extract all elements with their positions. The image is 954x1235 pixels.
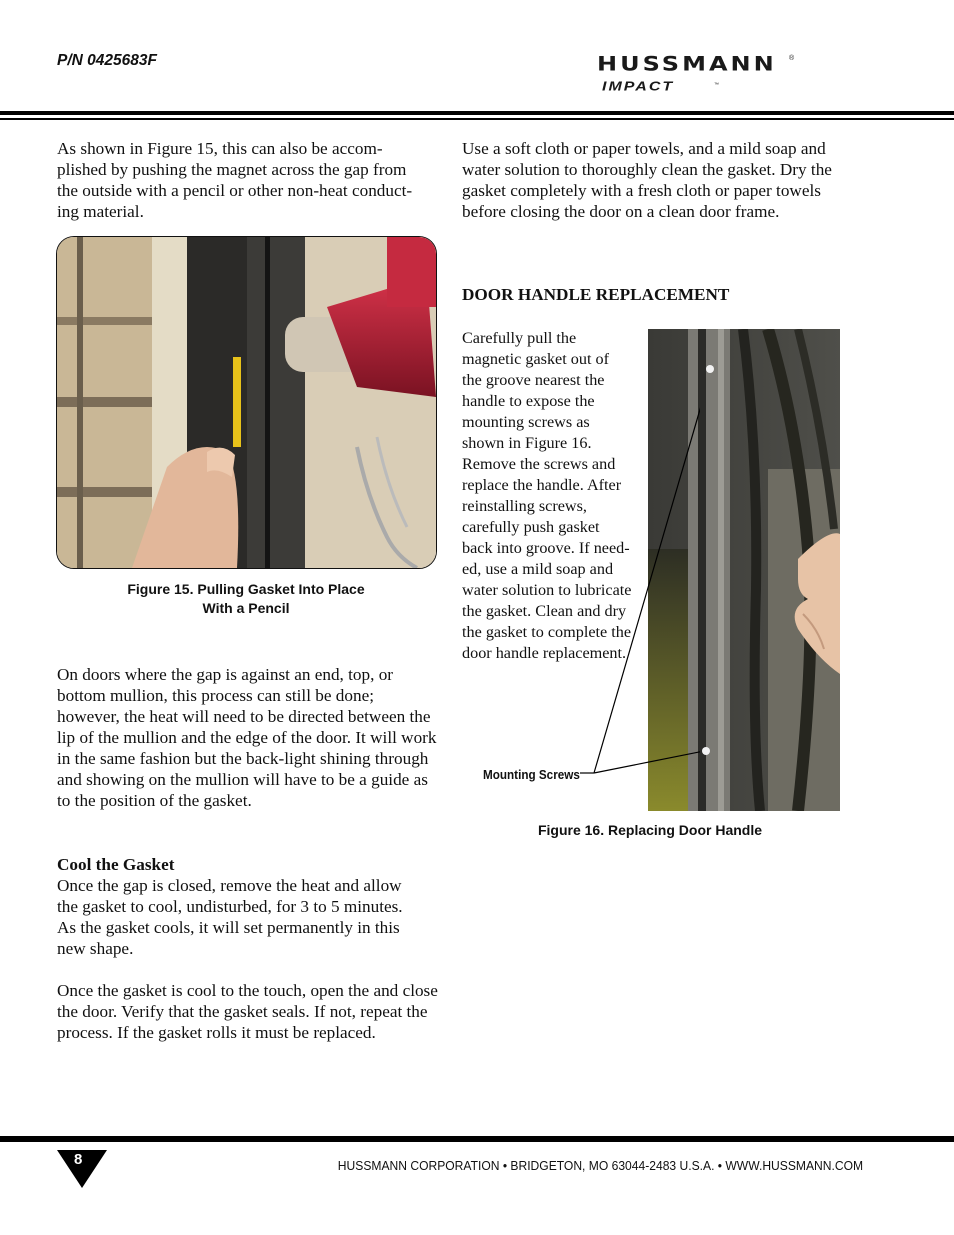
cool-paragraph: Once the gap is closed, remove the heat and allow the gasket to cool, undisturbed, for 3 to 5 minutes. As the gasket cools, it will set permanently in this new shape. xyxy=(57,876,403,958)
figure-16-caption: Figure 16. Replacing Door Handle xyxy=(537,822,763,838)
trademark-mark: ™ xyxy=(714,82,719,88)
clean-paragraph: Use a soft cloth or paper towels, and a mild soap and water solution to thoroughly clean the gasket. Dry the gasket completely with a fresh cloth or paper towels before closing the door on a clean door frame. xyxy=(462,139,832,221)
page-number: 8 xyxy=(74,1151,83,1168)
door-handle-heading: DOOR HANDLE REPLACEMENT xyxy=(462,285,730,304)
verify-paragraph: Once the gasket is cool to the touch, open the and close the door. Verify that the gasket seals. If not, repeat the process. If the gasket rolls it must be replaced. xyxy=(57,981,438,1042)
impact-logo: IMPACT xyxy=(602,80,675,94)
footer-rule xyxy=(0,1136,954,1142)
hussmann-logo: HUSSMANN xyxy=(597,53,777,76)
leader-line-lower xyxy=(594,751,700,773)
intro-paragraph: As shown in Figure 15, this can also be accom-plished by pushing the magnet across the gap from the outside with a pencil or other non-heat conduct-ing material. xyxy=(57,139,413,221)
figure-15-caption xyxy=(96,580,396,618)
figure-15-caption-line1: Figure 15. Pulling Gasket Into Place xyxy=(127,581,365,597)
registered-mark: ® xyxy=(789,55,795,62)
leader-line-upper xyxy=(594,382,700,773)
cool-heading: Cool the Gasket xyxy=(57,855,175,874)
cool-section xyxy=(57,854,417,959)
footer-address: HUSSMANN CORPORATION • BRIDGETON, MO 63044-2483 U.S.A. • WWW.HUSSMANN.COM xyxy=(337,1158,864,1173)
leader-lines xyxy=(580,360,700,780)
figure-15-photo xyxy=(56,236,437,569)
header-rule-thin xyxy=(0,118,954,120)
door-handle-paragraph: Carefully pull the magnetic gasket out of the groove nearest the handle to expose the mounting screws as shown in Figure 16. Remove the screws and replace the handle. After reinstalling screws, carefully push gasket back into groove. If need-ed, use a mild soap and water solution to lubricate the gasket. Clean and dry the gasket to complete the door handle replacement. xyxy=(462,329,632,662)
header-rule-thick xyxy=(0,111,954,115)
figure-15-caption-line2: With a Pencil xyxy=(202,600,290,616)
mullion-paragraph: On doors where the gap is against an end, top, or bottom mullion, this process can still be done; however, the heat will need to be directed between the lip of the mullion and the edge of the door. It will work in the same fashion but the back-light shining through and showing on the mullion will have to be a guide as to the position of the gasket. xyxy=(57,665,437,810)
mounting-screws-label: Mounting Screws xyxy=(483,767,580,782)
part-number: P/N 0425683F xyxy=(57,52,157,69)
